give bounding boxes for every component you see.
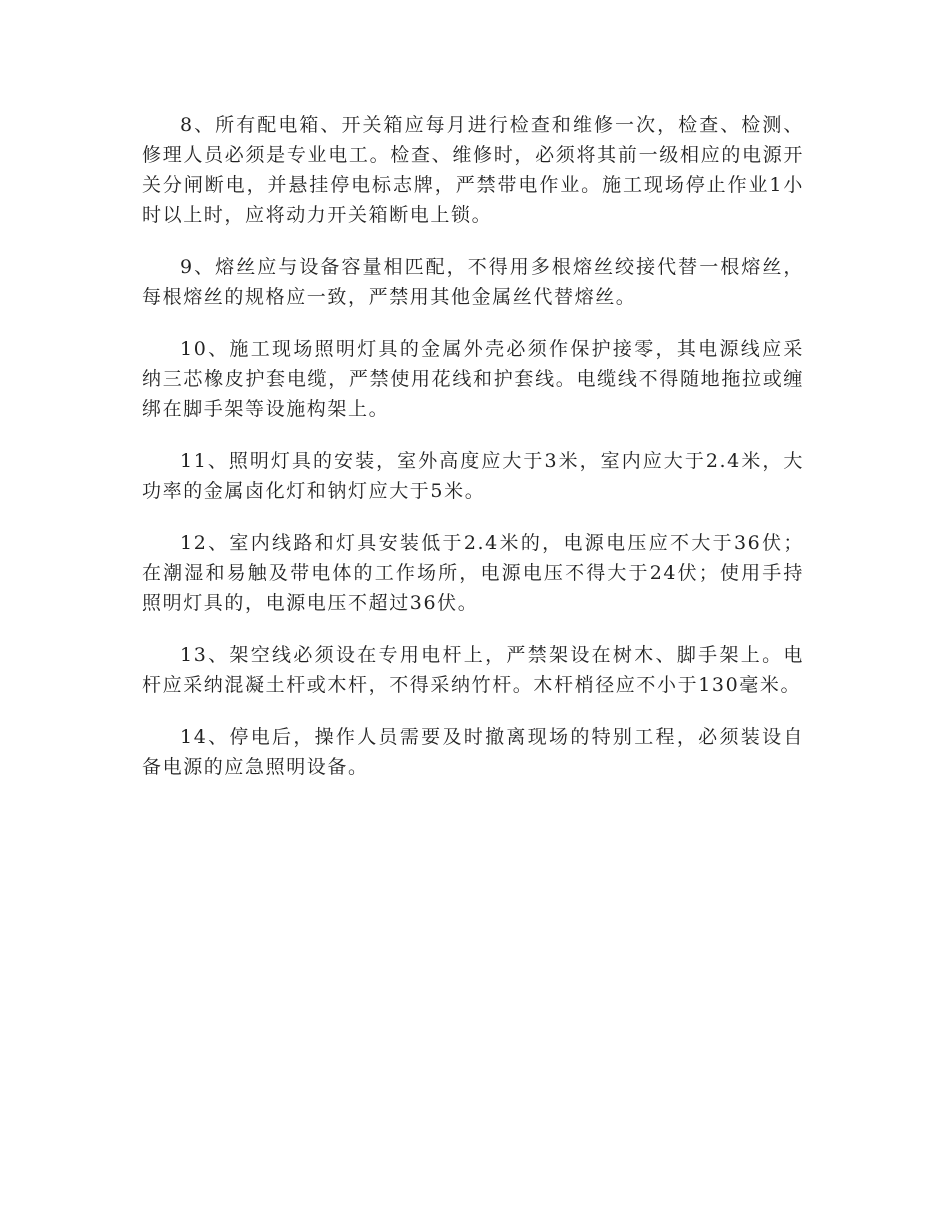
paragraph-13: 13、架空线必须设在专用电杆上，严禁架设在树木、脚手架上。电杆应采纳混凝土杆或木杆，不得采纳竹杆。木杆梢径应不小于130毫米。: [142, 644, 804, 696]
document-body: [142, 110, 804, 804]
paragraph-14: 14、停电后，操作人员需要及时撤离现场的特别工程，必须装设自备电源的应急照明设备。: [142, 726, 804, 778]
paragraph-12: 12、室内线路和灯具安装低于2.4米的，电源电压应不大于36伏；在潮湿和易触及带电体的工作场所，电源电压不得大于24伏；使用手持照明灯具的，电源电压不超过36伏。: [142, 532, 804, 614]
paragraph-11: 11、照明灯具的安装，室外高度应大于3米，室内应大于2.4米，大功率的金属卤化灯和钠灯应大于5米。: [142, 450, 804, 502]
paragraph-9: 9、熔丝应与设备容量相匹配，不得用多根熔丝绞接代替一根熔丝，每根熔丝的规格应一致，严禁用其他金属丝代替熔丝。: [142, 256, 804, 308]
paragraph-10: 10、施工现场照明灯具的金属外壳必须作保护接零，其电源线应采纳三芯橡皮护套电缆，严禁使用花线和护套线。电缆线不得随地拖拉或缠绑在脚手架等设施构架上。: [142, 338, 804, 420]
paragraph-8: 8、所有配电箱、开关箱应每月进行检查和维修一次，检查、检测、修理人员必须是专业电工。检查、维修时，必须将其前一级相应的电源开关分闸断电，并悬挂停电标志牌，严禁带电作业。施工现场停止作业1小时以上时，应将动力开关箱断电上锁。: [142, 114, 804, 226]
